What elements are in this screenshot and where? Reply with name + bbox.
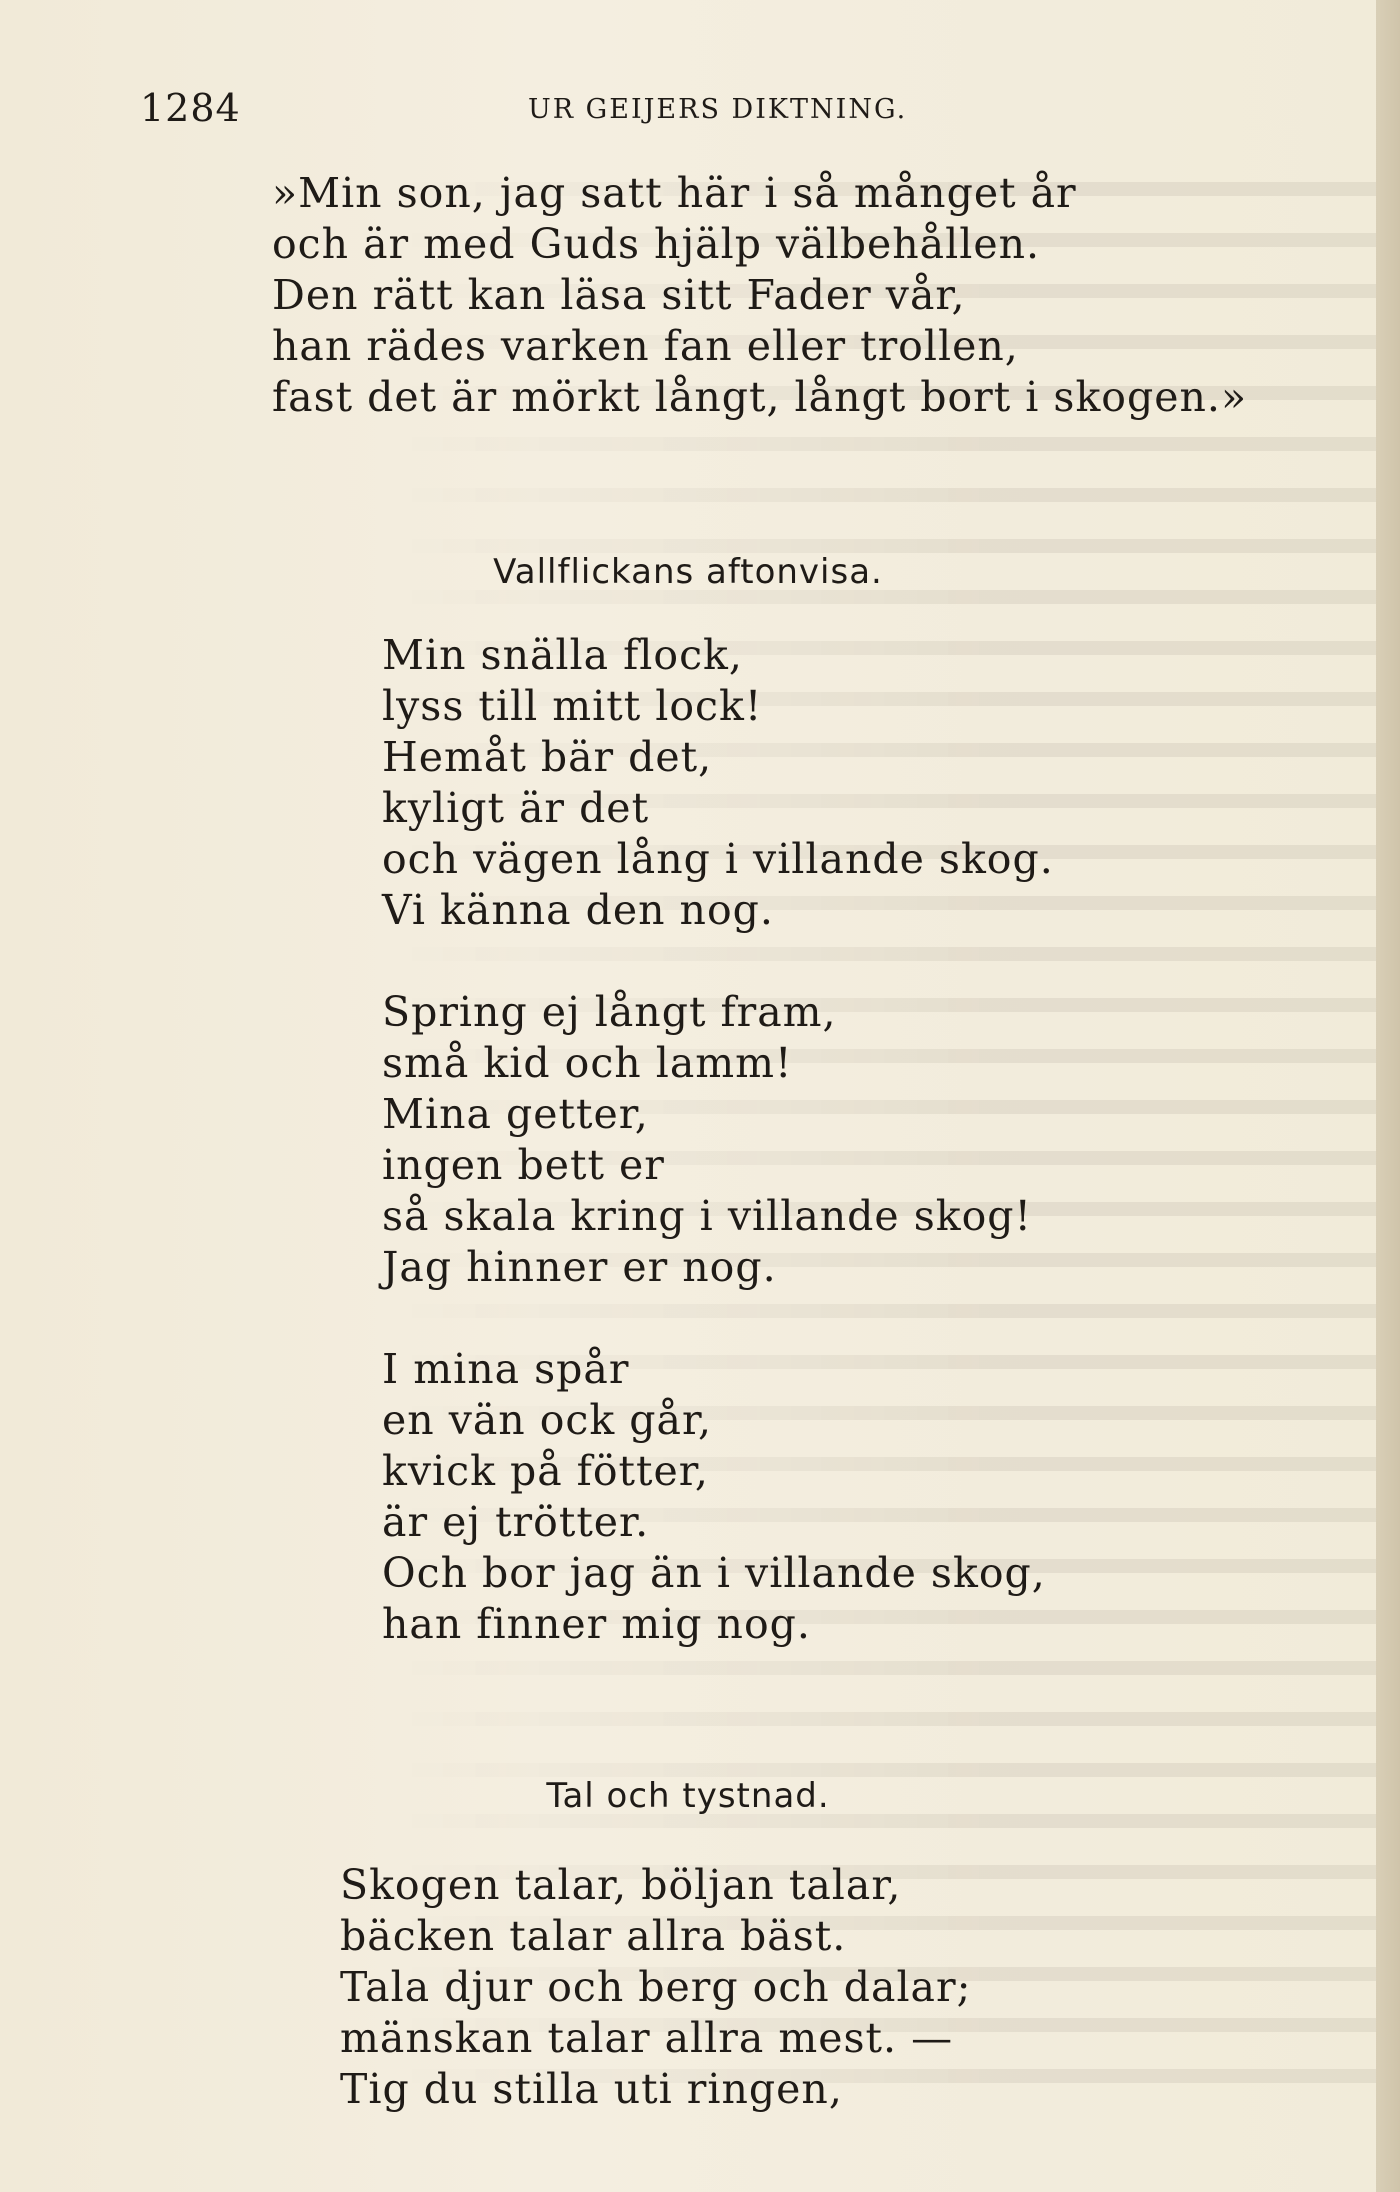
verse-line: han rädes varken fan eller trollen, <box>272 322 1019 370</box>
stanza <box>382 987 1054 1293</box>
verse-line: Hemåt bär det, <box>382 733 713 781</box>
stanza <box>340 1860 971 2115</box>
verse-line: I mina spår <box>382 1345 630 1393</box>
verse-line: Tig du stilla uti ringen, <box>340 2065 843 2113</box>
poem-title-vallflickans: Vallflickans aftonvisa. <box>493 552 883 592</box>
verse-line: han finner mig nog. <box>382 1600 811 1648</box>
page-edge <box>1376 0 1400 2192</box>
verse-line: lyss till mitt lock! <box>382 682 763 730</box>
verse-line: så skala kring i villande skog! <box>382 1192 1033 1240</box>
stanza <box>382 1344 1054 1650</box>
verse-line: är ej trötter. <box>382 1498 650 1546</box>
verse-line: Jag hinner er nog. <box>382 1243 777 1291</box>
verse-line: Skogen talar, böljan talar, <box>340 1861 902 1909</box>
verse-line: bäcken talar allra bäst. <box>340 1912 847 1960</box>
verse-line: Mina getter, <box>382 1090 649 1138</box>
verse-line: Min snälla flock, <box>382 631 743 679</box>
intro-verse <box>272 168 1247 423</box>
verse-line: och är med Guds hjälp välbehållen. <box>272 220 1041 268</box>
verse-line: Och bor jag än i villande skog, <box>382 1549 1046 1597</box>
poem-tal-och-tystnad <box>340 1860 971 2115</box>
poem-vallflickans <box>382 630 1054 1650</box>
poem-title-tal-och-tystnad: Tal och tystnad. <box>546 1776 830 1816</box>
verse-line: Vi känna den nog. <box>382 886 774 934</box>
verse-line: Spring ej långt fram, <box>382 988 837 1036</box>
stanza <box>382 630 1054 936</box>
running-title: UR GEIJERS DIKTNING. <box>528 94 908 125</box>
running-head <box>0 86 1376 136</box>
verse-line: kvick på fötter, <box>382 1447 709 1495</box>
verse-line: små kid och lamm! <box>382 1039 793 1087</box>
verse-line: en vän ock går, <box>382 1396 713 1444</box>
verse-line: mänskan talar allra mest. — <box>340 2014 954 2062</box>
verse-line: fast det är mörkt långt, långt bort i skogen.» <box>272 373 1248 421</box>
verse-line: ingen bett er <box>382 1141 665 1189</box>
verse-line: kyligt är det <box>382 784 650 832</box>
verse-line: »Min son, jag satt här i så månget år <box>272 169 1077 217</box>
verse-line: och vägen lång i villande skog. <box>382 835 1054 883</box>
verse-line: Tala djur och berg och dalar; <box>340 1963 972 2011</box>
page-number: 1284 <box>140 86 241 130</box>
verse-line: Den rätt kan läsa sitt Fader vår, <box>272 271 966 319</box>
